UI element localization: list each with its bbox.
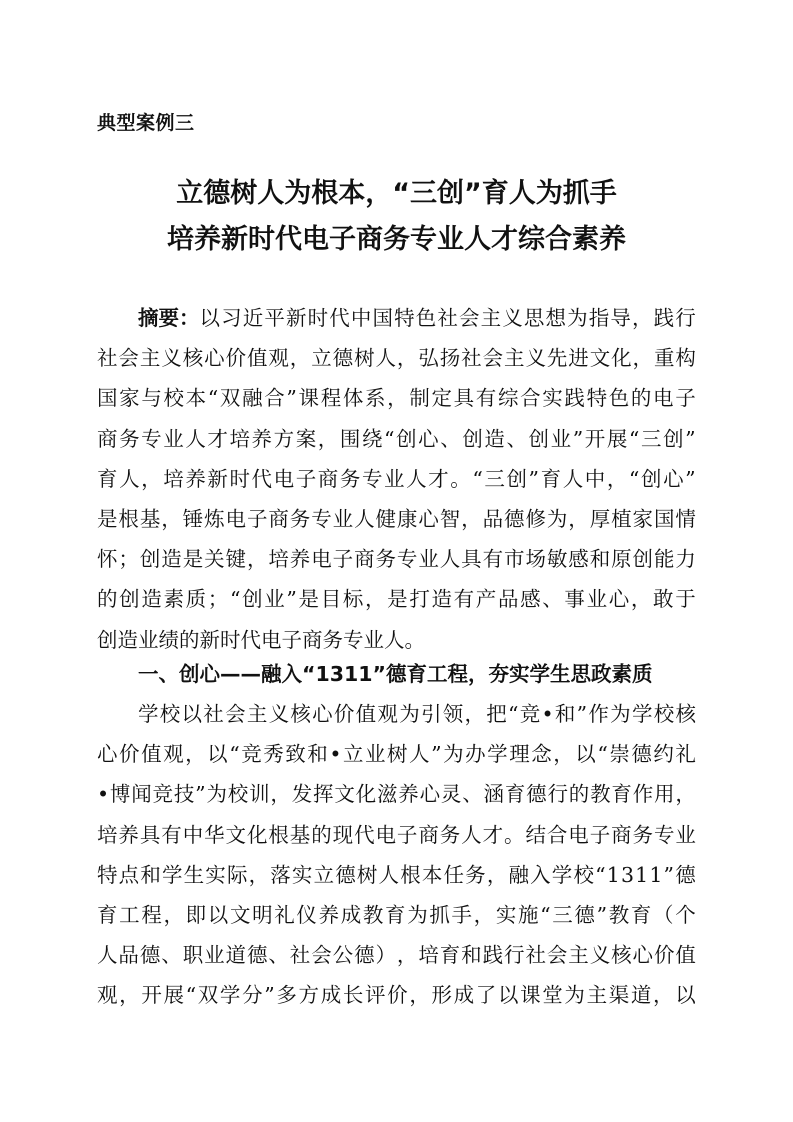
abstract-line-text: 以 习 近 平 新 时 代 中 国 特 色 社 会 主 义 思 想 为 指 导 ， 践 行	[199, 306, 696, 330]
section1-paragraph	[97, 694, 696, 1016]
case-label: 典型案例三	[97, 112, 195, 134]
section1-line: 心 价 值 观 ， 以 “ 竞 秀 致 和 • 立 业 树 人 ” 为 办 学 理 念 ， 以 “ 崇 德 约 礼	[97, 742, 696, 767]
abstract-line: 创造业绩的新时代电子商务专业人。	[97, 627, 425, 652]
abstract-line: 怀 ； 创 造 是 关 键 ， 培 养 电 子 商 务 专 业 人 具 有 市 场 敏 感 和 原 创 能 力	[97, 547, 696, 572]
title-line-2: 培养新时代电子商务专业人才综合素养	[167, 224, 626, 255]
section-heading: 一、创心——融入“1311”德育工程，夯实学生思政素质	[138, 662, 653, 686]
section1-line: 培 养 具 有 中 华 文 化 根 基 的 现 代 电 子 商 务 人 才 。 结 合 电 子 商 务 专 业	[97, 822, 696, 847]
section1-line: 观 ， 开 展 “ 双 学 分 ” 多 方 成 长 评 价 ， 形 成 了 以 课 堂 为 主 渠 道 ， 以	[97, 983, 696, 1008]
section1-line: 育 工 程 ， 即 以 文 明 礼 仪 养 成 教 育 为 抓 手 ， 实 施 “ 三 德 ” 教 育 （ 个	[97, 902, 696, 927]
abstract-line: 的 创 造 素 质 ； “ 创 业 ” 是 目 标 ， 是 打 造 有 产 品 感 、 事 业 心 ， 敢 于	[97, 587, 696, 612]
abstract-line: 育 人 ， 培 养 新 时 代 电 子 商 务 专 业 人 才 。 “ 三 创 ” 育 人 中 ， “ 创 心 ”	[97, 466, 696, 491]
abstract-label: 摘要：	[138, 306, 200, 330]
abstract-line: 国 家 与 校 本 “ 双 融 合 ” 课 程 体 系 ， 制 定 具 有 综 合 实 践 特 色 的 电 子	[97, 386, 696, 411]
section1-line: 特 点 和 学 生 实 际 ， 落 实 立 德 树 人 根 本 任 务 ， 融 入 学 校 “ 1 3 1 1 ” 德	[97, 862, 696, 887]
section1-line: • 博 闻 竞 技 ” 为 校 训 ， 发 挥 文 化 滋 养 心 灵 、 涵 育 德 行 的 教 育 作 用 ，	[97, 782, 696, 807]
abstract-line: 商 务 专 业 人 才 培 养 方 案 ， 围 绕 “ 创 心 、 创 造 、 创 业 ” 开 展 “ 三 创 ”	[97, 426, 696, 451]
section1-line: 人 品 德 、 职 业 道 德 、 社 会 公 德 ） ， 培 育 和 践 行 社 会 主 义 核 心 价 值	[97, 943, 696, 968]
abstract-line: 是 根 基 ， 锤 炼 电 子 商 务 专 业 人 健 康 心 智 ， 品 德 修 为 ， 厚 植 家 国 情	[97, 506, 696, 531]
abstract-line	[97, 298, 696, 338]
abstract-paragraph	[97, 298, 696, 660]
title-line-1: 立德树人为根本，“三创”育人为抓手	[176, 178, 617, 209]
section1-line: 学 校 以 社 会 主 义 核 心 价 值 观 为 引 领 ， 把 “ 竞 • 和 ” 作 为 学 校 核	[138, 702, 696, 726]
abstract-line: 社 会 主 义 核 心 价 值 观 ， 立 德 树 人 ， 弘 扬 社 会 主 义 先 进 文 化 ， 重 构	[97, 346, 696, 371]
